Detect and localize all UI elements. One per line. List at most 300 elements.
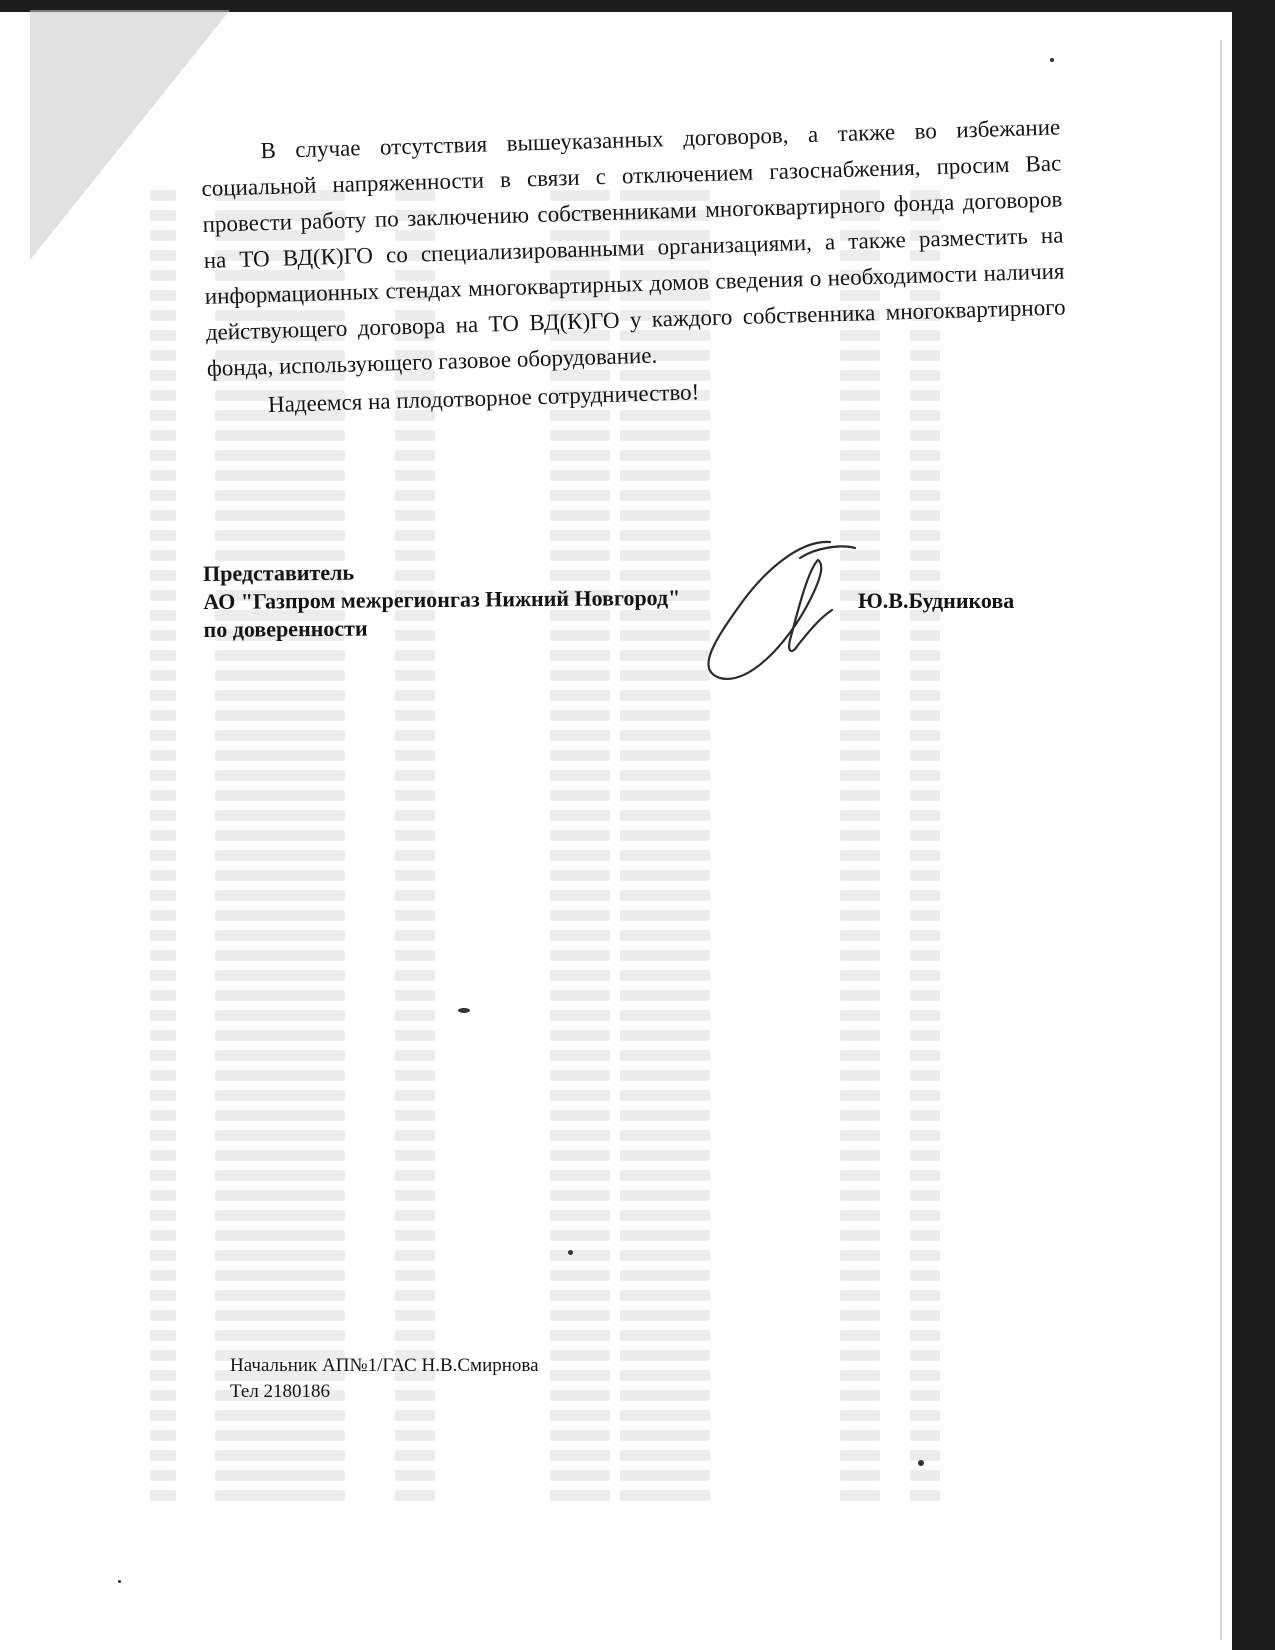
bleed-cell [840,1130,880,1141]
bleed-cell [150,530,176,541]
bleed-cell [550,810,610,821]
bleed-cell [910,930,940,941]
bleed-cell [215,1070,345,1081]
bleed-cell [550,1030,610,1041]
bleed-cell [215,1450,345,1461]
bleed-cell [150,570,176,581]
bleed-cell [840,1170,880,1181]
bleed-cell [620,970,710,981]
scan-speck [458,1008,470,1013]
bleed-cell [550,1350,610,1361]
bleed-cell [840,770,880,781]
bleed-cell [910,970,940,981]
bleed-cell [910,1110,940,1121]
bleed-cell [550,1050,610,1061]
bleed-cell [150,590,176,601]
bleed-cell [620,1230,710,1241]
bleed-cell [150,1230,176,1241]
bleed-row [150,730,1150,744]
bleed-cell [215,510,345,521]
bleed-cell [150,930,176,941]
bleed-cell [150,370,176,381]
bleed-cell [550,850,610,861]
bleed-cell [395,1190,435,1201]
bleed-cell [395,1170,435,1181]
bleed-cell [395,890,435,901]
bleed-cell [215,690,345,701]
bleed-row [150,1270,1150,1284]
bleed-cell [395,1050,435,1061]
bleed-cell [550,1430,610,1441]
bleed-row [150,1470,1150,1484]
bleed-cell [910,750,940,761]
bleed-cell [550,990,610,1001]
bleed-cell [550,470,610,481]
bleed-cell [550,1090,610,1101]
bleed-cell [910,830,940,841]
bleed-cell [150,1450,176,1461]
bleed-row [150,1430,1150,1444]
bleed-cell [910,1210,940,1221]
bleed-cell [215,1150,345,1161]
bleed-cell [620,1330,710,1341]
bleed-cell [550,1070,610,1081]
signatory-name: Ю.В.Будникова [858,588,1015,613]
bleed-cell [910,1290,940,1301]
bleed-cell [215,810,345,821]
bleed-cell [395,1270,435,1281]
bleed-cell [910,870,940,881]
bleed-cell [215,430,345,441]
bleed-cell [215,850,345,861]
bleed-cell [840,1290,880,1301]
bleed-row [150,1070,1150,1084]
bleed-cell [215,1010,345,1021]
bleed-cell [620,1430,710,1441]
bleed-cell [215,1230,345,1241]
bleed-cell [395,1150,435,1161]
bleed-row [150,1110,1150,1124]
handwritten-signature [680,530,870,690]
bleed-cell [550,1210,610,1221]
bleed-row [150,790,1150,804]
bleed-cell [550,1010,610,1021]
bleed-cell [215,1210,345,1221]
bleed-cell [620,1030,710,1041]
bleed-cell [910,1490,940,1501]
bleed-cell [395,750,435,761]
bleed-cell [910,570,940,581]
bleed-cell [840,1010,880,1021]
bleed-cell [620,1290,710,1301]
bleed-cell [215,790,345,801]
bleed-cell [395,450,435,461]
bleed-cell [840,1250,880,1261]
bleed-cell [395,1450,435,1461]
bleed-cell [395,950,435,961]
bleed-cell [840,1150,880,1161]
bleed-cell [550,1450,610,1461]
bleed-cell [215,490,345,501]
bleed-row [150,830,1150,844]
bleed-cell [910,1410,940,1421]
bleed-cell [910,510,940,521]
bleed-cell [150,1110,176,1121]
bleed-cell [150,430,176,441]
bleed-cell [840,490,880,501]
bleed-row [150,990,1150,1004]
bleed-cell [550,1270,610,1281]
bleed-cell [910,1170,940,1181]
bleed-cell [150,1010,176,1021]
bleed-cell [150,1030,176,1041]
bleed-cell [150,450,176,461]
bleed-cell [395,830,435,841]
bleed-cell [395,1290,435,1301]
bleed-cell [840,830,880,841]
bleed-cell [840,1430,880,1441]
bleed-cell [620,910,710,921]
bleed-cell [910,910,940,921]
bleed-row [150,510,1150,524]
bleed-cell [395,1010,435,1021]
bleed-cell [620,770,710,781]
bleed-cell [840,450,880,461]
bleed-cell [910,1190,940,1201]
bleed-cell [550,870,610,881]
bleed-cell [215,1190,345,1201]
bleed-cell [150,1210,176,1221]
bleed-row [150,1190,1150,1204]
bleed-cell [550,830,610,841]
bleed-cell [150,1330,176,1341]
bleed-cell [550,490,610,501]
bleed-cell [840,1490,880,1501]
bleed-cell [395,1430,435,1441]
bleed-cell [150,970,176,981]
bleed-row [150,850,1150,864]
bleed-row [150,970,1150,984]
bleed-cell [150,1170,176,1181]
bleed-cell [910,1090,940,1101]
bleed-cell [910,1310,940,1321]
bleed-cell [910,410,940,421]
signatory-title: Представитель [203,559,355,586]
bleed-cell [215,710,345,721]
bleed-cell [620,930,710,941]
bleed-cell [840,950,880,961]
bleed-row [150,430,1150,444]
bleed-cell [840,1390,880,1401]
bleed-cell [840,1270,880,1281]
bleed-cell [620,890,710,901]
bleed-cell [150,1250,176,1261]
bleed-cell [910,430,940,441]
bleed-cell [620,1270,710,1281]
bleed-cell [395,1250,435,1261]
bleed-cell [395,1110,435,1121]
bleed-cell [395,430,435,441]
bleed-cell [620,810,710,821]
bleed-cell [150,1050,176,1061]
bleed-row [150,810,1150,824]
bleed-cell [550,970,610,981]
bleed-cell [150,670,176,681]
bleed-cell [840,1410,880,1421]
bleed-cell [620,470,710,481]
bleed-cell [395,770,435,781]
bleed-cell [150,1490,176,1501]
bleed-cell [910,1050,940,1061]
bleed-cell [215,1490,345,1501]
bleed-cell [910,730,940,741]
executor-name: Начальник АП№1/ГАС Н.В.Смирнова [230,1355,539,1376]
bleed-cell [215,1430,345,1441]
bleed-cell [215,1170,345,1181]
bleed-cell [620,1370,710,1381]
bleed-cell [550,1290,610,1301]
bleed-cell [395,470,435,481]
bleed-cell [620,450,710,461]
bleed-cell [620,1150,710,1161]
bleed-cell [150,550,176,561]
bleed-cell [910,810,940,821]
bleed-cell [910,450,940,461]
bleed-row [150,670,1150,684]
scan-speck [568,1250,573,1255]
bleed-cell [150,910,176,921]
bleed-row [150,690,1150,704]
scan-speck [1050,58,1054,62]
bleed-cell [150,210,176,221]
bleed-cell [550,1190,610,1201]
bleed-cell [550,1110,610,1121]
bleed-cell [215,970,345,981]
bleed-cell [150,1470,176,1481]
bleed-cell [550,1230,610,1241]
bleed-cell [620,1490,710,1501]
bleed-cell [910,1270,940,1281]
bleed-cell [550,1330,610,1341]
bleed-cell [910,1010,940,1021]
bleed-cell [840,1030,880,1041]
bleed-cell [395,510,435,521]
bleed-cell [910,1430,940,1441]
bleed-cell [550,950,610,961]
bleed-cell [840,1450,880,1461]
bleed-cell [395,1470,435,1481]
bleed-cell [550,1310,610,1321]
bleed-cell [910,470,940,481]
bleed-cell [395,1490,435,1501]
closing-sentence: Надеемся на плодотворное сотрудничество! [267,379,700,418]
bleed-cell [840,1070,880,1081]
letter-paragraph: В случае отсутствия вышеуказанных договоров, а также во избежание социальной напряженности в связи с отключением газоснабжения, просим Вас провести работу по заключению собственниками многоквартирного фонда договоров на ТО ВД(К)ГО со специализированными организациями, а также разместить на информационных стендах многоквартирных домов сведения о необходимости наличия действующего договора на ТО ВД(К)ГО у каждого собственника многоквартирного фонда, использующего газовое оборудование. [201,114,1066,381]
bleed-cell [620,710,710,721]
bleed-cell [840,470,880,481]
bleed-cell [620,1470,710,1481]
bleed-cell [910,1450,940,1461]
bleed-cell [840,750,880,761]
bleed-cell [215,990,345,1001]
bleed-cell [620,1250,710,1261]
bleed-cell [550,1370,610,1381]
bleed-cell [150,490,176,501]
bleed-cell [550,1390,610,1401]
bleed-cell [150,890,176,901]
bleed-cell [395,710,435,721]
bleed-cell [620,1190,710,1201]
bleed-cell [840,1310,880,1321]
bleed-cell [550,1490,610,1501]
bleed-cell [910,1130,940,1141]
bleed-cell [840,890,880,901]
bleed-cell [840,1330,880,1341]
bleed-cell [215,1290,345,1301]
bleed-cell [150,1070,176,1081]
bleed-cell [550,1470,610,1481]
bleed-cell [840,510,880,521]
bleed-cell [910,1330,940,1341]
bleed-cell [840,430,880,441]
bleed-cell [620,730,710,741]
bleed-row [150,650,1150,664]
bleed-cell [840,1190,880,1201]
bleed-cell [150,730,176,741]
bleed-cell [910,770,940,781]
bleed-cell [840,870,880,881]
bleed-cell [215,650,345,661]
bleed-cell [150,1290,176,1301]
bleed-cell [150,1130,176,1141]
bleed-cell [150,810,176,821]
bleed-cell [550,750,610,761]
bleed-cell [910,670,940,681]
bleed-row [150,870,1150,884]
bleed-cell [910,630,940,641]
bleed-cell [910,890,940,901]
bleed-cell [550,530,610,541]
bleed-row [150,1450,1150,1464]
bleed-cell [150,950,176,961]
bleed-cell [150,250,176,261]
bleed-cell [150,1370,176,1381]
bleed-cell [840,730,880,741]
scanner-right-border [1232,0,1275,1650]
bleed-row [150,1230,1150,1244]
bleed-cell [550,710,610,721]
bleed-cell [150,870,176,881]
bleed-cell [150,990,176,1001]
bleed-cell [910,850,940,861]
bleed-cell [150,270,176,281]
bleed-cell [620,1070,710,1081]
bleed-cell [550,450,610,461]
bleed-cell [215,870,345,881]
bleed-cell [620,1050,710,1061]
bleed-cell [395,690,435,701]
bleed-cell [395,1310,435,1321]
bleed-cell [620,850,710,861]
bleed-cell [395,1070,435,1081]
bleed-row [150,1050,1150,1064]
bleed-cell [910,1070,940,1081]
bleed-cell [840,1210,880,1221]
bleed-cell [150,770,176,781]
bleed-cell [550,1250,610,1261]
bleed-cell [150,1350,176,1361]
bleed-cell [150,710,176,721]
bleed-cell [395,1130,435,1141]
bleed-cell [150,630,176,641]
bleed-cell [395,810,435,821]
bleed-cell [150,330,176,341]
bleed-cell [840,790,880,801]
bleed-cell [215,1130,345,1141]
bleed-cell [620,1010,710,1021]
bleed-row [150,1090,1150,1104]
bleed-cell [550,690,610,701]
bleed-cell [550,1130,610,1141]
bleed-cell [215,1330,345,1341]
bleed-cell [840,990,880,1001]
bleed-cell [840,690,880,701]
bleed-cell [395,1410,435,1421]
bleed-cell [150,1150,176,1161]
paper-edge-line [1220,40,1222,1640]
bleed-cell [215,930,345,941]
bleed-cell [395,1030,435,1041]
bleed-cell [395,670,435,681]
bleed-cell [550,910,610,921]
bleed-cell [620,490,710,501]
bleed-cell [215,530,345,541]
bleed-cell [395,490,435,501]
bleed-row [150,490,1150,504]
bleed-cell [150,1390,176,1401]
bleed-cell [215,950,345,961]
bleed-cell [395,1330,435,1341]
bleed-cell [215,670,345,681]
bleed-cell [910,550,940,561]
bleed-cell [550,790,610,801]
bleed-cell [150,350,176,361]
bleed-cell [840,410,880,421]
bleed-cell [550,730,610,741]
bleed-row [150,470,1150,484]
bleed-cell [395,790,435,801]
bleed-cell [910,1230,940,1241]
executor-note [230,1353,539,1405]
bleed-cell [150,390,176,401]
bleed-cell [910,790,940,801]
scan-margin [0,0,30,1650]
signatory-company: АО "Газпром межрегионгаз Нижний Новгород" [203,584,681,614]
bleed-row [150,1410,1150,1424]
bleed-cell [215,1110,345,1121]
bleed-row [150,1130,1150,1144]
bleed-cell [215,450,345,461]
bleed-row [150,450,1150,464]
bleed-row [150,890,1150,904]
bleed-cell [910,1030,940,1041]
bleed-cell [150,750,176,761]
bleed-cell [620,790,710,801]
bleed-cell [215,770,345,781]
bleed-cell [550,1170,610,1181]
bleed-cell [620,1170,710,1181]
bleed-row [150,950,1150,964]
